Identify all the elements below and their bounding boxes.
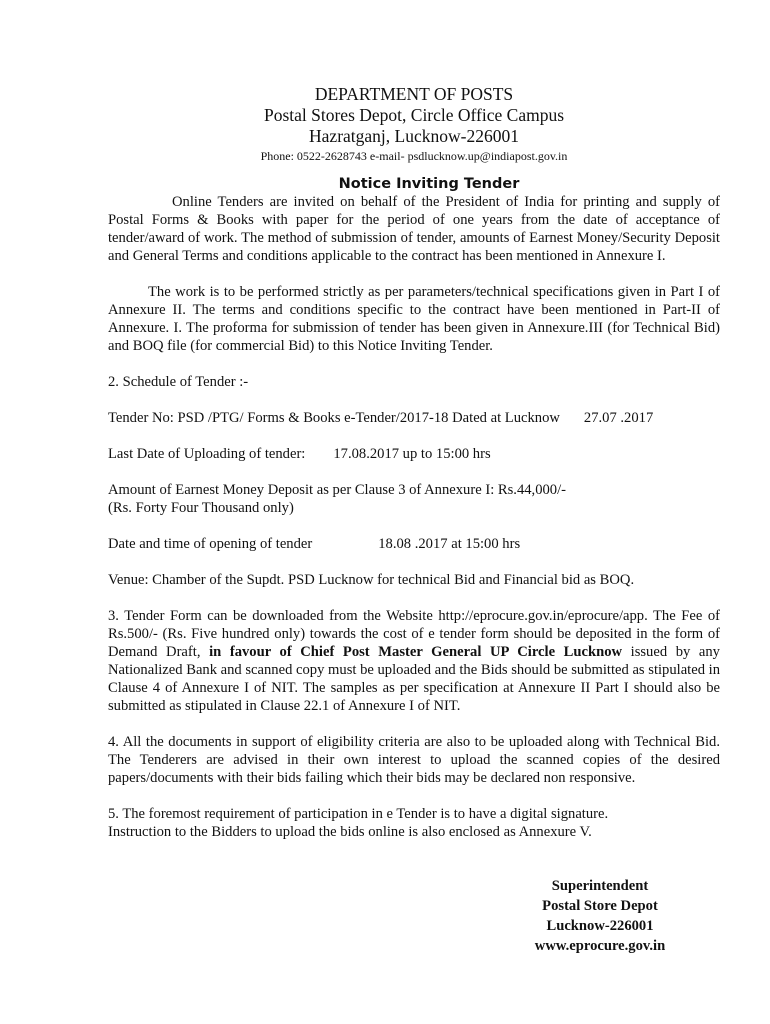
tender-fee-text-2: issued by any Nationalized Bank and scanned copy must be uploaded and the Bids should be submitted as stipulated in Clause 4 of Annexure I of NIT. The samples as per specification at Annexure II Part I should also be submitted as stipulated in Clause 22.1 of Annexure I of NIT. xyxy=(108,644,721,714)
digital-signature-line: 5. The foremost requirement of participation in e Tender is to have a digital signature. xyxy=(108,806,609,822)
department-name: DEPARTMENT OF POSTS xyxy=(314,84,514,104)
upload-deadline-label: Last Date of Uploading of tender: xyxy=(108,446,306,462)
emd-line-1: Amount of Earnest Money Deposit as per Clause 3 of Annexure I: Rs.44,000/- xyxy=(108,482,566,498)
payee-emphasis: in favour of Chief Post Master General UP Circle Lucknow xyxy=(209,644,623,660)
paragraph-work-scope: The work is to be performed strictly as per parameters/technical specifications given in Part I of Annexure II. The terms and conditions specific to the contract have been mentioned in Part-II of Annexure. I. The proforma for submission of tender has been given in Annexure.III (for Technical Bid) and BOQ file (for commercial Bid) to this Notice Inviting Tender. xyxy=(108,284,720,354)
office-name: Postal Stores Depot, Circle Office Campus xyxy=(263,105,565,125)
upload-deadline-value: 17.08.2017 up to 15:00 hrs xyxy=(333,446,491,462)
tender-number-label: Tender No: PSD /PTG/ Forms & Books e-Tender/2017-18 Dated at Lucknow xyxy=(108,410,560,426)
signature-block xyxy=(0,876,770,956)
paragraph-tender-fee xyxy=(108,607,720,715)
upload-deadline-row xyxy=(108,445,720,463)
signatory-title: Superintendent xyxy=(551,878,649,894)
signatory-website: www.eprocure.gov.in xyxy=(534,938,666,954)
signatory-city: Lucknow-226001 xyxy=(546,918,654,934)
tender-number-row xyxy=(108,409,720,427)
contact-line: Phone: 0522-2628743 e-mail- psdlucknow.up@indiapost.gov.in xyxy=(260,149,568,163)
tender-fee-text-1: 3. Tender Form can be downloaded from the Website http://eprocure.gov.in/eprocure/app. The Fee of Rs.500/- (Rs. Five hundred only) towards the cost of e tender form should be deposited in the form of Demand Draft, xyxy=(108,608,720,660)
emd-line-2: (Rs. Forty Four Thousand only) xyxy=(108,500,294,516)
office-address: Hazratganj, Lucknow-226001 xyxy=(309,126,519,146)
notice-title: Notice Inviting Tender xyxy=(338,176,520,192)
schedule-heading: 2. Schedule of Tender :- xyxy=(108,374,249,390)
venue-line: Venue: Chamber of the Supdt. PSD Lucknow for technical Bid and Financial bid as BOQ. xyxy=(108,572,635,588)
letterhead xyxy=(108,84,720,164)
tender-notice-page xyxy=(108,84,720,841)
paragraph-documents: 4. All the documents in support of eligibility criteria are also to be uploaded along with Technical Bid. The Tenderers are advised in their own interest to upload the scanned copies of the desired papers/documents with their bids failing which their bids may be declared non responsive. xyxy=(108,734,720,786)
opening-date-row xyxy=(108,535,720,553)
opening-date-label: Date and time of opening of tender xyxy=(108,536,313,552)
signatory-office: Postal Store Depot xyxy=(542,898,658,914)
paragraph-intro: Online Tenders are invited on behalf of the President of India for printing and supply of Postal Forms & Books with paper for the period of one years from the date of acceptance of tender/award of work. The method of submission of tender, amounts of Earnest Money/Security Deposit and General Terms and conditions applicable to the contract has been mentioned in Annexure I. xyxy=(108,194,720,264)
tender-date: 27.07 .2017 xyxy=(583,410,654,426)
opening-date-value: 18.08 .2017 at 15:00 hrs xyxy=(378,536,521,552)
annexure-v-line: Instruction to the Bidders to upload the bids online is also enclosed as Annexure V. xyxy=(108,824,592,840)
